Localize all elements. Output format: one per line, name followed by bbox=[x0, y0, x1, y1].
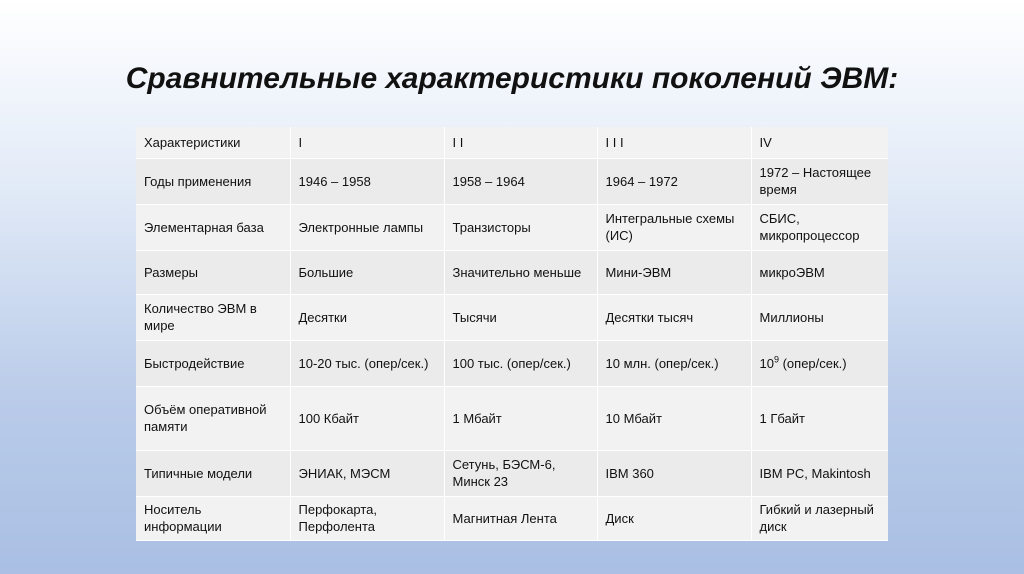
table-cell: 10 Мбайт bbox=[597, 386, 751, 450]
slide-title: Сравнительные характеристики поколений ЭВМ: bbox=[125, 62, 899, 95]
table-cell: Транзисторы bbox=[444, 204, 597, 250]
table-row-years bbox=[136, 158, 888, 204]
table-cell: микроЭВМ bbox=[751, 250, 888, 294]
comparison-table-container bbox=[136, 127, 888, 541]
row-label: Характеристики bbox=[136, 127, 290, 158]
table-cell: 1 Гбайт bbox=[751, 386, 888, 450]
row-label: Объём оперативной памяти bbox=[136, 386, 290, 450]
row-label: Элементарная база bbox=[136, 204, 290, 250]
row-label: Быстродействие bbox=[136, 340, 290, 386]
table-cell: Диск bbox=[597, 496, 751, 540]
table-cell: I I bbox=[444, 127, 597, 158]
table-cell: Магнитная Лента bbox=[444, 496, 597, 540]
table-row-size bbox=[136, 250, 888, 294]
row-label: Размеры bbox=[136, 250, 290, 294]
table-cell: I I I bbox=[597, 127, 751, 158]
table-cell: ЭНИАК, МЭСМ bbox=[290, 450, 444, 496]
table-cell: Гибкий и лазерный диск bbox=[751, 496, 888, 540]
table-row-storage bbox=[136, 496, 888, 540]
table-cell: Тысячи bbox=[444, 294, 597, 340]
table-row-header bbox=[136, 127, 888, 158]
comparison-table bbox=[136, 127, 888, 541]
table-row-speed bbox=[136, 340, 888, 386]
row-label: Типичные модели bbox=[136, 450, 290, 496]
table-cell: Мини-ЭВМ bbox=[597, 250, 751, 294]
row-label: Носитель информации bbox=[136, 496, 290, 540]
table-cell: IBM 360 bbox=[597, 450, 751, 496]
table-cell: I bbox=[290, 127, 444, 158]
table-cell: 1964 – 1972 bbox=[597, 158, 751, 204]
table-cell: 100 Кбайт bbox=[290, 386, 444, 450]
table-cell: Значительно меньше bbox=[444, 250, 597, 294]
table-cell: 10 млн. (опер/сек.) bbox=[597, 340, 751, 386]
table-cell: Десятки bbox=[290, 294, 444, 340]
table-row-count bbox=[136, 294, 888, 340]
table-cell: СБИС, микропроцессор bbox=[751, 204, 888, 250]
table-cell: IV bbox=[751, 127, 888, 158]
table-cell: 1 Мбайт bbox=[444, 386, 597, 450]
table-cell: Интегральные схемы (ИС) bbox=[597, 204, 751, 250]
table-cell: 100 тыс. (опер/сек.) bbox=[444, 340, 597, 386]
speed-base: 10 bbox=[759, 355, 774, 371]
table-cell: Большие bbox=[290, 250, 444, 294]
table-cell: IBM PC, Makintosh bbox=[751, 450, 888, 496]
table-cell: 1958 – 1964 bbox=[444, 158, 597, 204]
table-cell: 1972 – Настоящее время bbox=[751, 158, 888, 204]
table-cell: Перфокарта, Перфолента bbox=[290, 496, 444, 540]
table-row-models bbox=[136, 450, 888, 496]
row-label: Годы применения bbox=[136, 158, 290, 204]
speed-suffix: (опер/сек.) bbox=[778, 355, 847, 371]
table-cell: 10-20 тыс. (опер/сек.) bbox=[290, 340, 444, 386]
table-cell: 1946 – 1958 bbox=[290, 158, 444, 204]
table-row-element-base bbox=[136, 204, 888, 250]
table-cell: Десятки тысяч bbox=[597, 294, 751, 340]
row-label: Количество ЭВМ в мире bbox=[136, 294, 290, 340]
table-cell: Сетунь, БЭСМ-6, Минск 23 bbox=[444, 450, 597, 496]
speed-exponent: 9 bbox=[773, 354, 779, 365]
table-row-memory bbox=[136, 386, 888, 450]
table-cell-speed-gen4 bbox=[751, 340, 888, 386]
table-cell: Электронные лампы bbox=[290, 204, 444, 250]
table-cell: Миллионы bbox=[751, 294, 888, 340]
